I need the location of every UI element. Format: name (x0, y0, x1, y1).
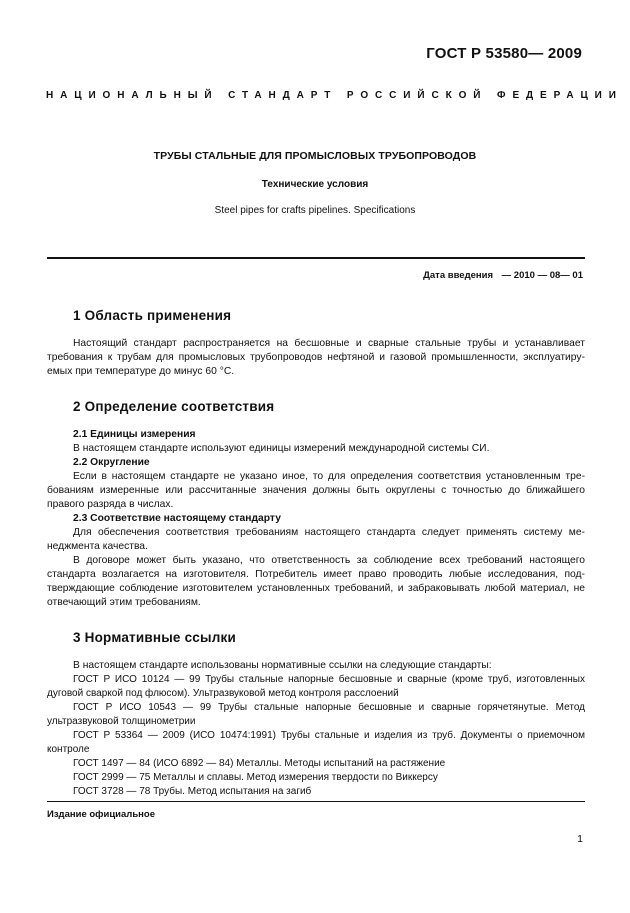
section-1-heading: 1 Область применения (73, 308, 232, 323)
english-title: Steel pipes for crafts pipelines. Specifications (214, 205, 416, 216)
document-body (47, 300, 585, 799)
reference-item: ГОСТ Р ИСО 10543 — 99 Трубы стальные напорные бесшовные и сварные горячетянутые. Метод ультразвуковой толщинометрии (47, 702, 585, 727)
footer-divider (47, 801, 585, 802)
introduction-date (423, 270, 583, 281)
reference-item: ГОСТ 3728 — 78 Трубы. Метод испытания на загиб (73, 786, 312, 797)
section-2-1-text: В настоящем стандарте используют единицы измерений международной системы СИ. (73, 443, 490, 454)
introduction-date-label: Дата введения (423, 270, 494, 281)
section-1-text: Настоящий стандарт распространяется на бесшовные и сварные стальные трубы и устанавливает требования к трубам для промысловых трубопроводов нефтяной и газовой промышленности, эксплуатиру-емых при температуре до минус 60 °С. (47, 338, 585, 377)
section-3-intro: В настоящем стандарте использованы нормативные ссылки на следующие стандарты: (73, 660, 492, 671)
reference-item: ГОСТ Р 53364 — 2009 (ИСО 10474:1991) Трубы стальные и изделия из труб. Документы о приемочном контроле (47, 730, 585, 755)
document-subtitle: Технические условия (261, 179, 369, 190)
reference-item: ГОСТ Р ИСО 10124 — 99 Трубы стальные напорные бесшовные и сварные (кроме труб, изготовленных дуговой сваркой под флюсом). Ультразвуковой метод контроля расслоений (47, 674, 585, 699)
section-2-1-title: 2.1 Единицы измерения (73, 429, 196, 440)
section-2-heading: 2 Определение соответствия (73, 399, 275, 414)
section-2-2-text: Если в настоящем стандарте не указано иное, то для определения соответствия установленным тре-бованиям измеренные или рассчитанные значения должны быть округлены с точностью до ближайшего правого разряда в числах. (47, 471, 585, 510)
reference-item: ГОСТ 2999 — 75 Металлы и сплавы. Метод измерения твердости по Виккерсу (73, 772, 438, 783)
document-title: ТРУБЫ СТАЛЬНЫЕ ДЛЯ ПРОМЫСЛОВЫХ ТРУБОПРОВОДОВ (153, 150, 477, 162)
official-edition-label: Издание официальное (47, 809, 155, 820)
section-2-3-text-1: Для обеспечения соответствия требованиям настоящего стандарта следует применять систему ме-неджмента качества. (47, 527, 585, 552)
reference-item: ГОСТ 1497 — 84 (ИСО 6892 — 84) Металлы. Методы испытаний на растяжение (73, 758, 446, 769)
section-2-2-title: 2.2 Округление (73, 457, 150, 468)
national-standard-line: НАЦИОНАЛЬНЫЙ СТАНДАРТ РОССИЙСКОЙ ФЕДЕРАЦИИ (46, 90, 623, 101)
header-divider (47, 257, 585, 259)
document-code: ГОСТ Р 53580— 2009 (426, 45, 582, 62)
section-2-3-title: 2.3 Соответствие настоящему стандарту (73, 513, 281, 524)
section-2-3-text-2: В договоре может быть указано, что ответственность за соблюдение всех требований настоящего стандарта возлагается на изготовителя. Потребитель имеет право проводить любые исследования, под-тверждающие соблюдение изготовителем установленных требований, и забраковывать любой материал, не отвечающий этим требованиям. (47, 555, 585, 608)
introduction-date-value: — 2010 — 08— 01 (501, 270, 583, 281)
section-3-heading: 3 Нормативные ссылки (73, 630, 236, 645)
page-number: 1 (577, 833, 583, 845)
